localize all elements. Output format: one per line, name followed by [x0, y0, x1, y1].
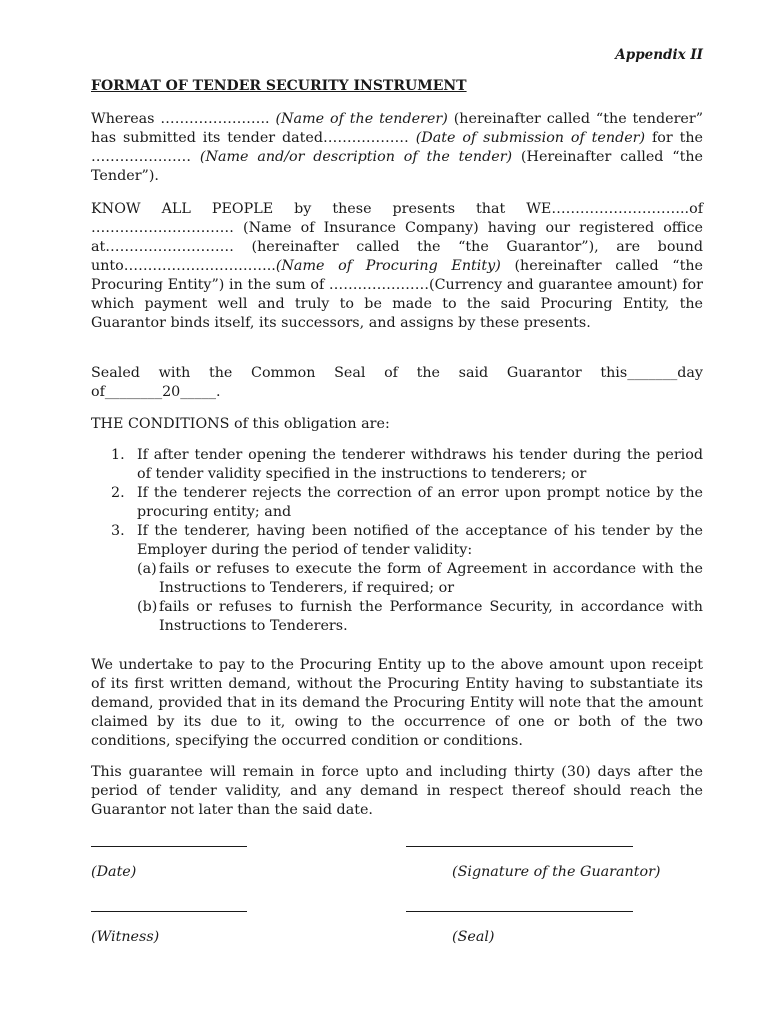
condition-number: 3.: [111, 523, 125, 539]
paragraph-sealed: Sealed with the Common Seal of the said Guarantor this_______day of________20_____.: [91, 365, 703, 400]
know-text-c: (hereinafter called “the Procuring Entity”) in the sum of …………………(Currency and guarantee amount) for which payment well and truly to be made to the said Procuring Entity, the Guarantor binds itself, its successors, and assigns by these presents.: [91, 258, 703, 331]
condition-text: If after tender opening the tenderer withdraws his tender during the period of tender validity specified in the instructions to tenderers; or: [137, 447, 703, 482]
condition-item: [91, 522, 703, 636]
condition-text: If the tenderer, having been notified of the acceptance of his tender by the Employer during the period of tender validity:: [137, 523, 703, 558]
subcondition-text: fails or refuses to furnish the Performance Security, in accordance with Instructions to Tenderers.: [159, 599, 703, 634]
paragraph-conditions-intro: THE CONDITIONS of this obligation are:: [91, 416, 390, 432]
guarantor-signature-line: [406, 846, 633, 847]
procuring-entity-placeholder: (Name of Procuring Entity): [275, 258, 501, 274]
subcondition-text: fails or refuses to execute the form of Agreement in accordance with the Instructions to Tenderers, if required; or: [159, 561, 703, 596]
whereas-text-a: Whereas …………………..: [91, 111, 276, 127]
conditions-list: [91, 446, 703, 636]
subcondition-item: [137, 598, 703, 636]
know-text-a: KNOW ALL PEOPLE by these presents that WE………………………..of ………………………… (Name of Insurance Company) having our registered office at……………………… (hereinafter called the “the Guarantor”), are bound unto…………………………..: [91, 201, 703, 274]
seal-label: (Seal): [452, 929, 495, 945]
whereas-text-e: for the …………………: [91, 130, 703, 165]
date-label: (Date): [91, 864, 137, 880]
subcondition-label: (b): [137, 599, 158, 615]
appendix-label: Appendix II: [615, 47, 703, 63]
condition-text: If the tenderer rejects the correction of an error upon prompt notice by the procuring entity; and: [137, 485, 703, 520]
paragraph-whereas: [91, 110, 703, 186]
witness-label: (Witness): [91, 929, 160, 945]
paragraph-validity: This guarantee will remain in force upto and including thirty (30) days after the period of tender validity, and any demand in respect thereof should reach the Guarantor not later than the said date.: [91, 764, 703, 818]
whereas-text-c: (hereinafter called “the tenderer” has submitted its tender dated………………: [91, 111, 704, 146]
condition-number: 2.: [111, 485, 125, 501]
condition-item: [91, 446, 703, 484]
tender-description-placeholder: (Name and/or description of the tender): [199, 149, 513, 165]
paragraph-know-all-people: [91, 200, 703, 333]
witness-signature-line: [91, 911, 247, 912]
guarantor-signature-label: (Signature of the Guarantor): [452, 864, 661, 880]
submission-date-placeholder: (Date of submission of tender): [415, 130, 646, 146]
tenderer-name-placeholder: (Name of the tenderer): [275, 111, 448, 127]
seal-signature-line: [406, 911, 633, 912]
whereas-text-g: (Hereinafter called “the Tender”).: [91, 149, 703, 184]
document-title: FORMAT OF TENDER SECURITY INSTRUMENT: [91, 78, 467, 94]
subconditions-list: [137, 560, 703, 636]
subcondition-item: [137, 560, 703, 598]
condition-item: [91, 484, 703, 522]
condition-number: 1.: [111, 447, 125, 463]
paragraph-undertaking: We undertake to pay to the Procuring Entity up to the above amount upon receipt of its first written demand, without the Procuring Entity having to substantiate its demand, provided that in its demand the Procuring Entity will note that the amount claimed by its due to it, owing to the occurrence of one or both of the two conditions, specifying the occurred condition or conditions.: [91, 657, 703, 749]
subcondition-label: (a): [137, 561, 157, 577]
date-signature-line: [91, 846, 247, 847]
